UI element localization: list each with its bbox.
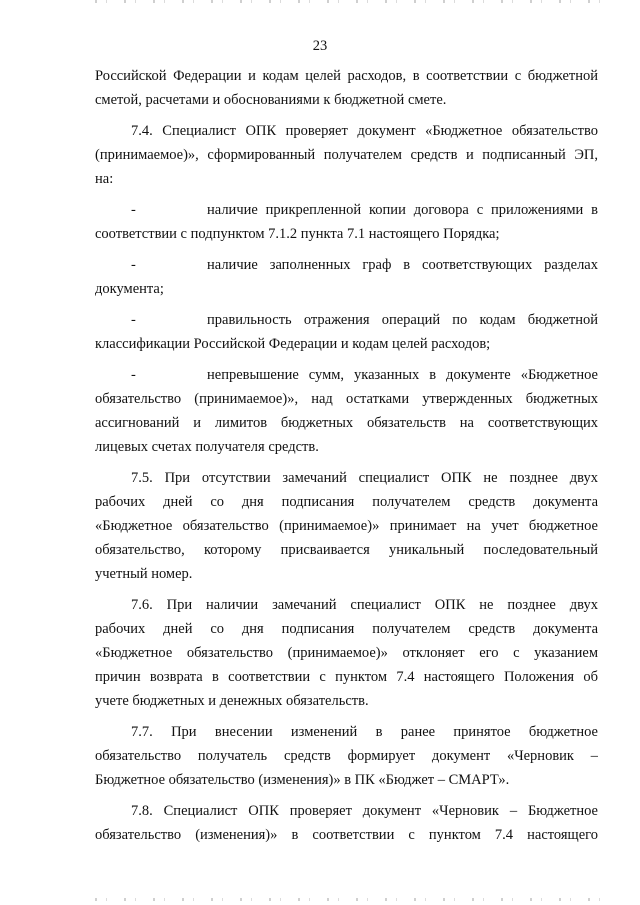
list-dash: - xyxy=(131,257,136,273)
text-line: обязательство (изменения)» в соответствии с пунктом 7.4 настоящего xyxy=(95,827,598,843)
paragraph-7-6-start: 7.6. При наличии замечаний специалист ОПК не позднее двух xyxy=(131,597,598,613)
list-dash: - xyxy=(131,367,136,383)
text-line: причин возврата в соответствии с пунктом 7.4 настоящего Положения об xyxy=(95,669,598,685)
text-line: учете бюджетных и денежных обязательств. xyxy=(95,693,369,709)
text-line: учетный номер. xyxy=(95,566,193,582)
text-line: сметой, расчетами и обоснованиями к бюджетной смете. xyxy=(95,92,447,108)
page-number: 23 xyxy=(312,38,328,54)
text-line: ассигнований и лимитов бюджетных обязательств на соответствующих xyxy=(95,415,598,431)
list-item-text: правильность отражения операций по кодам бюджетной xyxy=(207,312,598,328)
list-dash: - xyxy=(131,202,136,218)
text-line: рабочих дней со дня подписания получателем средств документа xyxy=(95,621,598,637)
text-line: лицевых счетах получателя средств. xyxy=(95,439,319,455)
scan-artifact-top xyxy=(95,0,600,3)
list-item xyxy=(95,198,598,222)
list-item xyxy=(95,253,598,277)
text-line: соответствии с подпунктом 7.1.2 пункта 7.1 настоящего Порядка; xyxy=(95,226,500,242)
text-line: (принимаемое)», сформированный получателем средств и подписанный ЭП, xyxy=(95,147,598,163)
list-item-text: непревышение сумм, указанных в документе «Бюджетное xyxy=(207,367,598,383)
paragraph-7-8-start: 7.8. Специалист ОПК проверяет документ «Черновик – Бюджетное xyxy=(131,803,598,819)
text-line: рабочих дней со дня подписания получателем средств документа xyxy=(95,494,598,510)
text-line: классификации Российской Федерации и кодам целей расходов; xyxy=(95,336,491,352)
paragraph-7-5-start: 7.5. При отсутствии замечаний специалист ОПК не позднее двух xyxy=(131,470,598,486)
document-body xyxy=(95,64,598,847)
list-item xyxy=(95,308,598,332)
list-dash: - xyxy=(131,312,136,328)
text-line: обязательство, которому присваивается уникальный последовательный xyxy=(95,542,598,558)
text-line: «Бюджетное обязательство (принимаемое)» отклоняет его с указанием xyxy=(95,645,598,661)
text-line: обязательство получатель средств формирует документ «Черновик – xyxy=(95,748,598,764)
text-line: «Бюджетное обязательство (принимаемое)» принимает на учет бюджетное xyxy=(95,518,598,534)
text-line: Российской Федерации и кодам целей расходов, в соответствии с бюджетной xyxy=(95,68,598,84)
paragraph-7-7-start: 7.7. При внесении изменений в ранее принятое бюджетное xyxy=(131,724,598,740)
text-line: Бюджетное обязательство (изменения)» в ПК «Бюджет – СМАРТ». xyxy=(95,772,510,788)
paragraph-7-4-start: 7.4. Специалист ОПК проверяет документ «Бюджетное обязательство xyxy=(131,123,598,139)
list-item xyxy=(95,363,598,387)
scan-artifact-bottom xyxy=(95,898,600,901)
text-line: обязательство (принимаемое)», над остатками утвержденных бюджетных xyxy=(95,391,598,407)
list-item-text: наличие заполненных граф в соответствующих разделах xyxy=(207,257,598,273)
list-item-text: наличие прикрепленной копии договора с приложениями в xyxy=(207,202,598,218)
text-line: на: xyxy=(95,171,114,187)
text-line: документа; xyxy=(95,281,164,297)
